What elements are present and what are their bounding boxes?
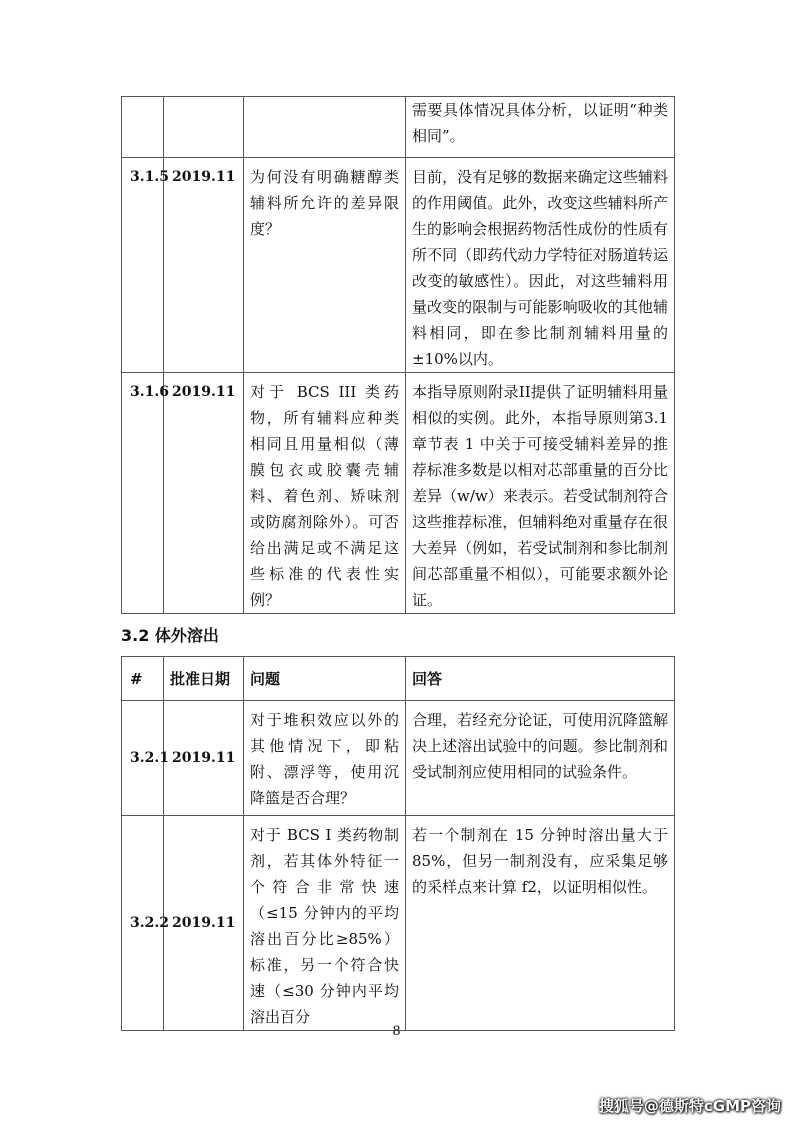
approval-date: 2019.11 (164, 816, 244, 1031)
answer-cell: 需要具体情况具体分析，以证明“种类相同”。 (406, 97, 675, 158)
approval-date: 2019.11 (164, 701, 244, 816)
table-row (122, 373, 675, 614)
answer-cell: 合理，若经充分论证，可使用沉降篮解决上述溶出试验中的问题。参比制剂和受试制剂应使用相同的试验条件。 (406, 701, 675, 816)
answer-cell: 若一个制剂在 15 分钟时溶出量大于85%，但另一制剂没有，应采集足够的采样点来计算 f2，以证明相似性。 (406, 816, 675, 1031)
header-answer: 回答 (406, 657, 675, 701)
question-cell: 为何没有明确糖醇类辅料所允许的差异限度？ (244, 158, 406, 373)
table-row (122, 701, 675, 816)
section-title: 3.2 体外溶出 (121, 626, 219, 645)
question-cell (244, 97, 406, 158)
header-date: 批准日期 (164, 657, 244, 701)
approval-date (164, 97, 244, 158)
question-cell: 对于堆积效应以外的其他情况下，即粘附、漂浮等，使用沉降篮是否合理？ (244, 701, 406, 816)
row-number: 3.2.2 (122, 816, 164, 1031)
row-number: 3.1.6 (122, 373, 164, 614)
table-row (122, 816, 675, 1031)
row-number: 3.1.5 (122, 158, 164, 373)
approval-date: 2019.11 (164, 158, 244, 373)
questions-table-dissolution (121, 656, 675, 1031)
answer-cell: 目前，没有足够的数据来确定这些辅料的作用阈值。此外，改变这些辅料所产生的影响会根据药物活性成份的性质有所不同（即药代动力学特征对肠道转运改变的敏感性）。因此，对这些辅料用量改变的限制与可能影响吸收的其他辅料相同，即在参比制剂辅料用量的±10%以内。 (406, 158, 675, 373)
approval-date: 2019.11 (164, 373, 244, 614)
row-number (122, 97, 164, 158)
page-number: 8 (392, 1024, 401, 1039)
header-number: # (122, 657, 164, 701)
question-cell: 对于 BCS I 类药物制剂，若其体外特征一个符合非常快速（≤15 分钟内的平均溶出百分比≥85%）标准，另一个符合快速（≤30 分钟内平均溶出百分 (244, 816, 406, 1031)
table-row (122, 158, 675, 373)
table-row (122, 97, 675, 158)
header-question: 问题 (244, 657, 406, 701)
answer-cell: 本指导原则附录II提供了证明辅料用量相似的实例。此外，本指导原则第3.1 章节表 1 中关于可接受辅料差异的推荐标准多数是以相对芯部重量的百分比差异（w/w）来表示。若受试制剂符合这些推荐标准，但辅料绝对重量存在很大差异（例如，若受试制剂和参比制剂间芯部重量不相似），可能要求额外论证。 (406, 373, 675, 614)
watermark: 搜狐号@德斯特cGMP咨询 (598, 1097, 781, 1115)
question-cell: 对于 BCS III 类药物，所有辅料应种类相同且用量相似（薄膜包衣或胶囊壳辅料、着色剂、矫味剂或防腐剂除外）。可否给出满足或不满足这些标准的代表性实例？ (244, 373, 406, 614)
table-header-row (122, 657, 675, 701)
questions-table-excipients (121, 96, 675, 614)
row-number: 3.2.1 (122, 701, 164, 816)
